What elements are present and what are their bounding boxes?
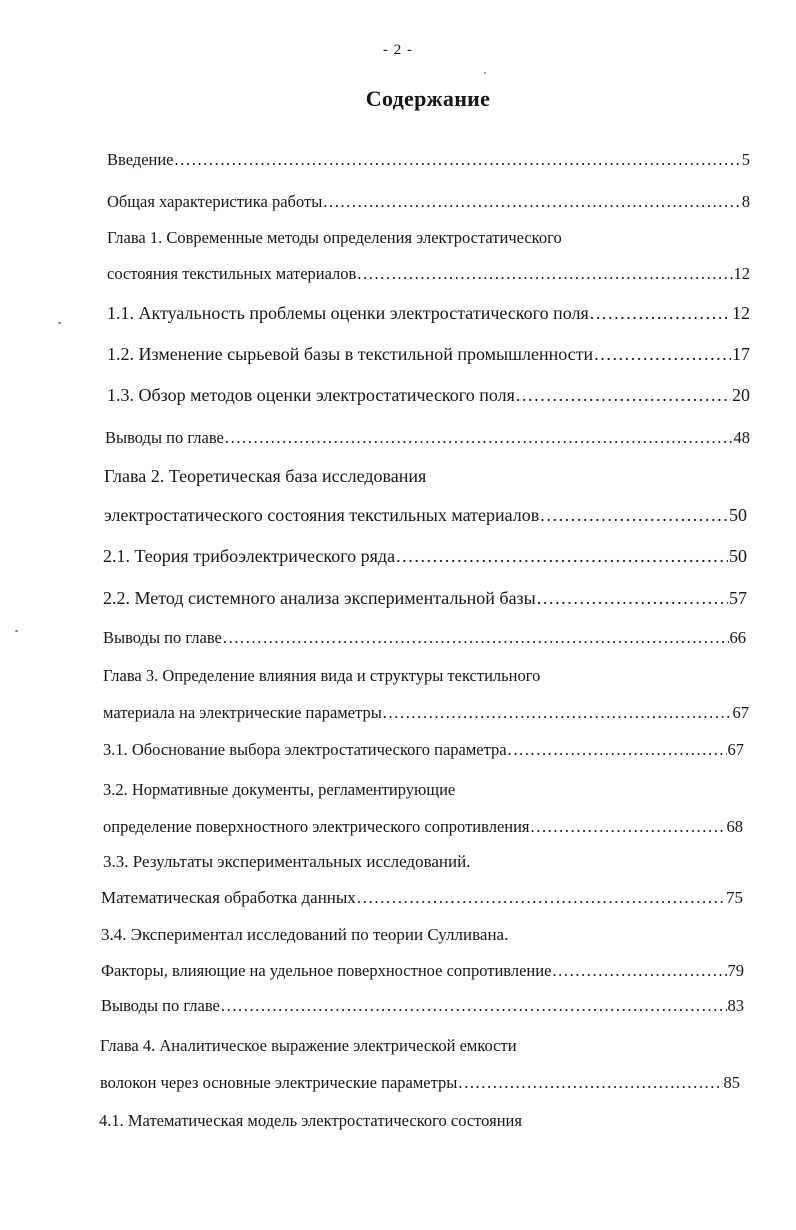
toc-entry-page: 85 [723,1073,740,1092]
toc-entry [107,303,750,331]
page-number: - 2 - [383,42,413,58]
dot-leader [396,546,728,567]
dot-leader [323,192,740,212]
dot-leader [175,150,741,170]
toc-entry-page: 48 [733,428,750,447]
toc-entry-text: определение поверхностного электрического сопротивления [103,817,530,836]
toc-entry-page: 57 [729,588,747,608]
toc-entry-page: 75 [726,888,743,907]
scan-speck [58,322,61,324]
toc-entry [103,588,747,616]
toc-entry-text: электростатического состояния текстильных материалов [104,505,540,525]
toc-entry-text: 1.1. Актуальность проблемы оценки электростатического поля [107,303,589,323]
toc-entry-page: 67 [732,703,749,722]
toc-entry-text: 1.3. Обзор методов оценки электростатического поля [107,385,515,405]
toc-entry-page: 17 [732,344,750,364]
dot-leader [508,740,727,760]
toc-entry-text: 3.2. Нормативные документы, регламентирующие [103,780,456,799]
toc-entry-page: 12 [732,303,750,323]
toc-entry [105,428,750,456]
toc-entry [107,264,750,292]
dot-leader [357,264,732,284]
toc-entry-text: Математическая обработка данных [101,888,356,907]
toc-entry [103,703,749,731]
toc-entry [107,192,750,220]
toc-entry-page: 79 [727,961,744,980]
dot-leader [540,505,728,526]
toc-entry-page: 50 [729,505,747,525]
toc-entry-text: Факторы, влияющие на удельное поверхностное сопротивление [101,961,552,980]
toc-entry [107,228,750,256]
toc-entry-page: 8 [741,192,750,211]
toc-entry-text: 3.1. Обоснование выбора электростатического параметра [103,740,507,759]
toc-entry-text: Глава 3. Определение влияния вида и структуры текстильного [103,666,541,685]
toc-entry-text: 2.2. Метод системного анализа экспериментальной базы [103,588,536,608]
toc-entry [103,780,744,808]
toc-entry [107,385,750,413]
toc-title: Содержание [365,86,491,111]
toc-entry-text: Глава 1. Современные методы определения электростатического [107,228,562,247]
toc-entry [103,628,746,656]
toc-entry-text: Общая характеристика работы [107,192,323,211]
dot-leader [590,303,731,324]
toc-entry [101,996,744,1024]
dot-leader [458,1073,722,1093]
toc-entry-page: 67 [727,740,744,759]
toc-entry [107,150,750,178]
toc-entry-text: 1.2. Изменение сырьевой базы в текстильной промышленности [107,344,594,364]
dot-leader [531,817,726,837]
toc-entry [103,666,746,694]
toc-entry-page: 68 [726,817,743,836]
toc-entry-page: 20 [732,385,750,405]
toc-entry-page: 66 [729,628,746,647]
toc-entry [104,466,750,494]
toc-entry [100,1036,743,1064]
dot-leader [223,628,729,648]
toc-entry-text: Глава 2. Теоретическая база исследования [104,466,427,486]
dot-leader [516,385,731,406]
toc-entry-text: Введение [107,150,174,169]
toc-entry [101,925,743,953]
scan-speck [484,72,486,74]
dot-leader [357,888,725,908]
toc-entry-text: 3.3. Результаты экспериментальных исследований. [103,852,471,871]
toc-entry-text: 2.1. Теория трибоэлектрического ряда [103,546,396,566]
dot-leader [537,588,728,609]
toc-entry [103,817,743,845]
toc-entry-text: Выводы по главе [103,628,222,647]
toc-entry [101,961,744,989]
dot-leader [552,961,726,981]
toc-entry-text: Выводы по главе [105,428,224,447]
toc-entry-text: волокон через основные электрические параметры [100,1073,458,1092]
toc-entry-page: 50 [729,546,747,566]
toc-entry [107,344,750,372]
toc-entry-text: Выводы по главе [101,996,220,1015]
toc-entry-page: 12 [733,264,750,283]
dot-leader [221,996,727,1016]
toc-entry [103,852,743,880]
toc-entry-text: 3.4. Экспериментал исследований по теории Сулливана. [101,925,509,944]
toc-entry-text: материала на электрические параметры [103,703,382,722]
toc-entry [103,740,744,768]
dot-leader [594,344,731,365]
dot-leader [225,428,733,448]
dot-leader [383,703,732,723]
scan-speck [15,630,18,632]
toc-entry-text: 4.1. Математическая модель электростатического состояния [99,1111,522,1130]
toc-entry [104,505,747,533]
toc-entry [103,546,747,574]
toc-entry [101,888,743,916]
toc-entry-text: Глава 4. Аналитическое выражение электрической емкости [100,1036,517,1055]
toc-entry-page: 5 [741,150,750,169]
toc-entry [100,1073,740,1101]
toc-entry-page: 83 [727,996,744,1015]
toc-entry [99,1111,739,1139]
toc-entry-text: состояния текстильных материалов [107,264,357,283]
